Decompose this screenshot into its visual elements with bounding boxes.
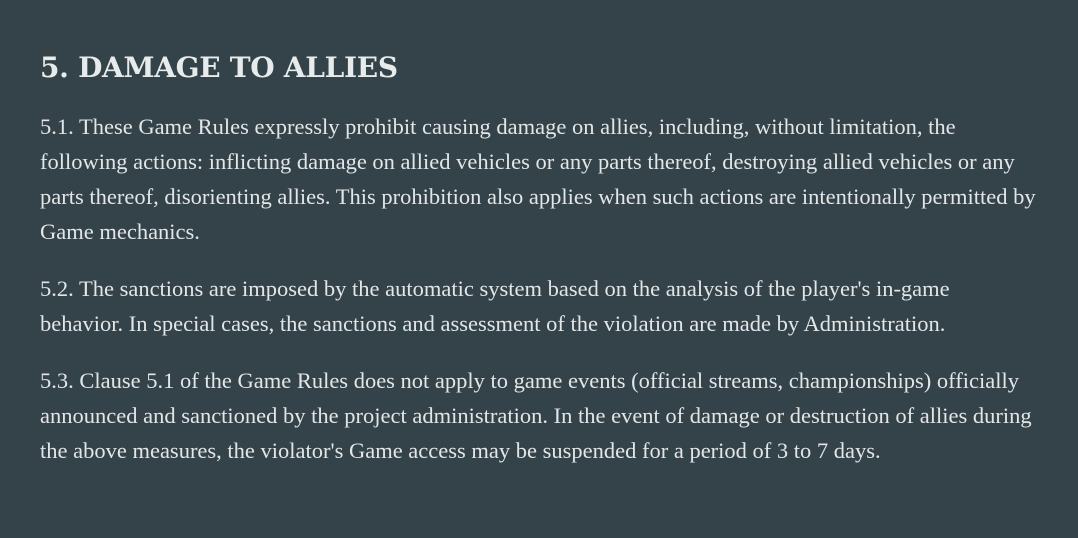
clause-5-3-paragraph: 5.3. Clause 5.1 of the Game Rules does not apply to game events (official streams, championships) officially announced and sanctioned by the project administration. In the event of damage or destruction of allies during the above measures, the violator's Game access may be suspended for a period of 3 to 7 days. — [40, 368, 1032, 463]
clause-5-1-paragraph: 5.1. These Game Rules expressly prohibit causing damage on allies, including, without limitation, the following actions: inflicting damage on allied vehicles or any parts thereof, destroying allied vehicles or any parts thereof, disorienting allies. This prohibition also applies when such actions are intentionally permitted by Game mechanics. — [40, 114, 1036, 244]
section-heading: 5. DAMAGE TO ALLIES — [40, 51, 398, 84]
clause-5-2-paragraph: 5.2. The sanctions are imposed by the automatic system based on the analysis of the player's in-game behavior. In special cases, the sanctions and assessment of the violation are made by Administration. — [40, 276, 950, 336]
